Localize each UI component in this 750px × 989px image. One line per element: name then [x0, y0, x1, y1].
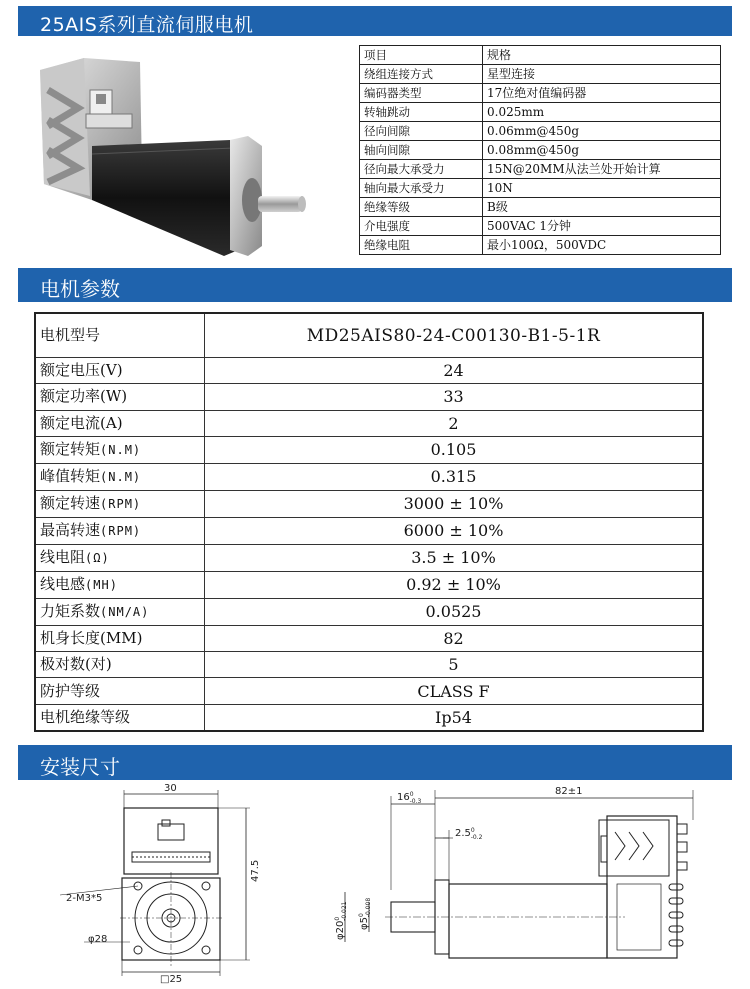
dim-front-height: 47.5	[250, 859, 261, 882]
spec-table	[359, 45, 721, 255]
install-heading: 安装尺寸	[40, 755, 120, 779]
install-banner	[18, 745, 732, 780]
dim-boss-diameter: $\varphi 20^0-0.021$	[334, 901, 348, 940]
table-row: 额定电流(A) 2	[35, 410, 703, 436]
table-row: 线电感(MH) 0.92 ± 10%	[35, 571, 703, 598]
dim-shaft-diameter: $\varphi 5^0-0.008$	[358, 897, 372, 930]
table-row: 绝缘电阻 最小100Ω，500VDC	[360, 236, 721, 255]
side-view-drawing	[325, 780, 735, 970]
params-banner	[18, 268, 732, 302]
dim-holes: 2-M3*5	[66, 893, 103, 904]
table-row: 径向最大承受力 15N@20MM从法兰处开始计算	[360, 160, 721, 179]
table-row: 额定功率(W) 33	[35, 384, 703, 410]
table-row: 额定转矩(N.M) 0.105	[35, 436, 703, 463]
table-row: 力矩系数(NM/A) 0.0525	[35, 598, 703, 625]
table-row: 最高转速(RPM) 6000 ± 10%	[35, 517, 703, 544]
table-row: 额定电压(V) 24	[35, 358, 703, 384]
table-row: 机身长度(MM) 82	[35, 625, 703, 651]
table-row: 电机型号 MD25AIS80-24-C00130-B1-5-1R	[35, 313, 703, 358]
table-row: 绕组连接方式 星型连接	[360, 65, 721, 84]
table-row: 电机绝缘等级 Ip54	[35, 704, 703, 731]
table-row: 防护等级 CLASS F	[35, 678, 703, 704]
table-row: 介电强度 500VAC 1分钟	[360, 217, 721, 236]
table-row: 线电阻(Ω) 3.5 ± 10%	[35, 544, 703, 571]
dim-flange: □25	[160, 974, 183, 985]
motor-photo	[34, 50, 329, 260]
dim-front-width: 30	[164, 783, 177, 794]
table-row: 项目 规格	[360, 46, 721, 65]
dim-boss-depth: $2.5^0$ -0.2	[455, 827, 483, 841]
table-row: 极对数(对) 5	[35, 652, 703, 678]
dim-shaft-length: $16^0$ -0.3	[397, 791, 422, 805]
table-row: 峰值转矩(N.M) 0.315	[35, 463, 703, 490]
table-row: 轴向间隙 0.08mm@450g	[360, 141, 721, 160]
table-row: 编码器类型 17位绝对值编码器	[360, 84, 721, 103]
table-row: 轴向最大承受力 10N	[360, 179, 721, 198]
table-row: 径向间隙 0.06mm@450g	[360, 122, 721, 141]
table-row: 绝缘等级 B级	[360, 198, 721, 217]
params-table	[34, 312, 704, 732]
dim-pcd: φ28	[88, 934, 108, 945]
table-row: 额定转速(RPM) 3000 ± 10%	[35, 490, 703, 517]
page-title: 25AIS系列直流伺服电机	[40, 14, 254, 36]
title-banner	[18, 6, 732, 36]
params-heading: 电机参数	[40, 277, 120, 301]
dim-side-length: 82±1	[555, 786, 583, 797]
table-row: 转轴跳动 0.025mm	[360, 103, 721, 122]
front-view-drawing	[60, 780, 270, 985]
